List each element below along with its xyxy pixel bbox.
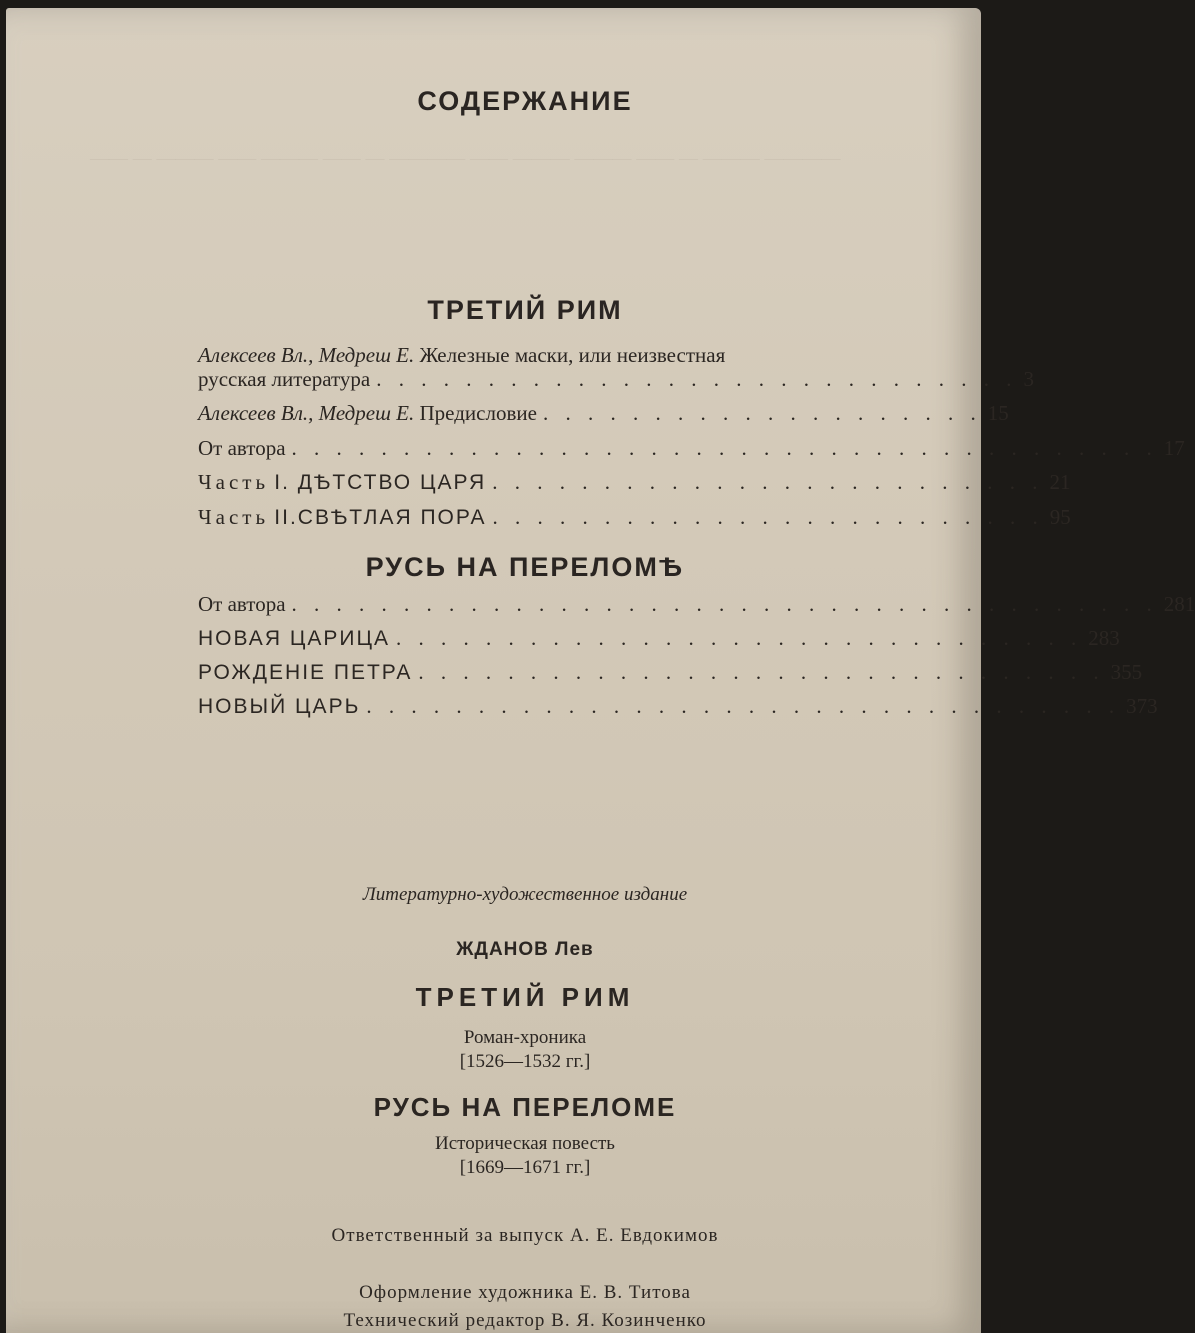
toc-page-number: 283 — [1088, 626, 1120, 650]
leader-dots: . . . . . . . . . . . . . . . . . . . . . . . . . — [492, 505, 1044, 529]
section-heading-tretiy-rim: ТРЕТИЙ РИМ — [427, 295, 623, 325]
toc-entry — [198, 626, 1120, 651]
toc-entry-label — [198, 470, 486, 495]
contents-title: СОДЕРЖАНИЕ — [417, 86, 633, 116]
leader-dots: . . . . . . . . . . . . . . . . . . . . . . . . . . . . . . . — [418, 660, 1105, 684]
toc-page-number: 3 — [1023, 367, 1034, 391]
leader-dots: . . . . . . . . . . . . . . . . . . . . — [542, 401, 982, 425]
work-genre: Роман-хроника — [463, 1027, 587, 1048]
work-years: [1526—1532 гг.] — [459, 1051, 591, 1072]
toc-page-number: 21 — [1049, 470, 1071, 494]
toc-entry-title: II.СВѢТЛАЯ ПОРА — [274, 506, 487, 529]
toc-page-number: 281 — [1163, 592, 1195, 616]
toc-entry-authors: Алексеев Вл., Медреш Е. — [198, 343, 415, 367]
toc-entry-authors: Алексеев Вл., Медреш Е. — [198, 401, 415, 425]
toc-entry-title: РОЖДЕНІЕ ПЕТРА — [198, 661, 413, 684]
toc-entry-line — [198, 343, 725, 368]
toc-entry — [198, 367, 1034, 392]
toc-page-number: 17 — [1163, 436, 1185, 460]
toc-entry-title: НОВЫЙ ЦАРЬ — [198, 695, 361, 718]
toc-page-number: 15 — [987, 401, 1009, 425]
work-title: РУСЬ НА ПЕРЕЛОМЕ — [373, 1092, 677, 1122]
work-title: ТРЕТИЙ РИМ — [415, 982, 635, 1012]
toc-entry-title-cont: русская литература — [198, 367, 371, 391]
toc-entry — [198, 592, 1195, 617]
toc-entry-label — [198, 401, 537, 426]
toc-entry — [198, 436, 1185, 461]
leader-dots: . . . . . . . . . . . . . . . . . . . . . . . . . . . . . . . . . . . . . . . — [291, 592, 1158, 616]
toc-page-number: 95 — [1049, 505, 1071, 529]
leader-dots: . . . . . . . . . . . . . . . . . . . . . . . . . . . . . . . — [396, 626, 1083, 650]
show-through-text: —— — ——— —— ——— —— — ———— —— ——— ——— —— — ——— ———— — [90, 148, 841, 169]
work-years: [1669—1671 гг.] — [459, 1157, 591, 1178]
leader-dots: . . . . . . . . . . . . . . . . . . . . . . . . . — [492, 470, 1044, 494]
toc-page-number: 355 — [1110, 660, 1143, 684]
design-credit: Оформление художника Е. В. Титова — [359, 1282, 691, 1303]
toc-entry-title: От автора — [198, 436, 286, 460]
toc-entry-label — [198, 505, 487, 530]
toc-entry-title: От автора — [198, 592, 286, 616]
toc-entry-title: Железные маски, или неизвестная — [419, 343, 726, 367]
responsible-line: Ответственный за выпуск А. Е. Евдокимов — [331, 1225, 719, 1246]
toc-entry — [198, 660, 1143, 685]
toc-entry-title: Предисловие — [419, 401, 537, 425]
toc-entry-title: НОВАЯ ЦАРИЦА — [198, 627, 390, 650]
leader-dots: . . . . . . . . . . . . . . . . . . . . . . . . . . . . . . . . . . . . . . . — [291, 436, 1158, 460]
edition-type: Литературно-художественное издание — [362, 884, 688, 905]
toc-entry — [198, 505, 1071, 530]
leader-dots: . . . . . . . . . . . . . . . . . . . . . . . . . . . . . — [376, 367, 1018, 391]
work-genre: Историческая повесть — [435, 1133, 615, 1154]
toc-entry-prefix: Часть — [198, 470, 270, 494]
toc-entry-prefix: Часть — [198, 505, 270, 529]
toc-entry — [198, 470, 1071, 495]
toc-entry-title: I. ДѢТСТВО ЦАРЯ — [274, 471, 487, 494]
toc-page-number: 373 — [1126, 694, 1158, 718]
toc-entry — [198, 401, 1009, 426]
tech-editor-credit: Технический редактор В. Я. Козинченко — [343, 1310, 707, 1331]
toc-entry — [198, 694, 1158, 719]
author-name: ЖДАНОВ Лев — [456, 939, 594, 960]
leader-dots: . . . . . . . . . . . . . . . . . . . . . . . . . . . . . . . . . . — [366, 694, 1121, 718]
section-heading-rus-na-perelome: РУСЬ НА ПЕРЕЛОМѢ — [365, 552, 685, 582]
